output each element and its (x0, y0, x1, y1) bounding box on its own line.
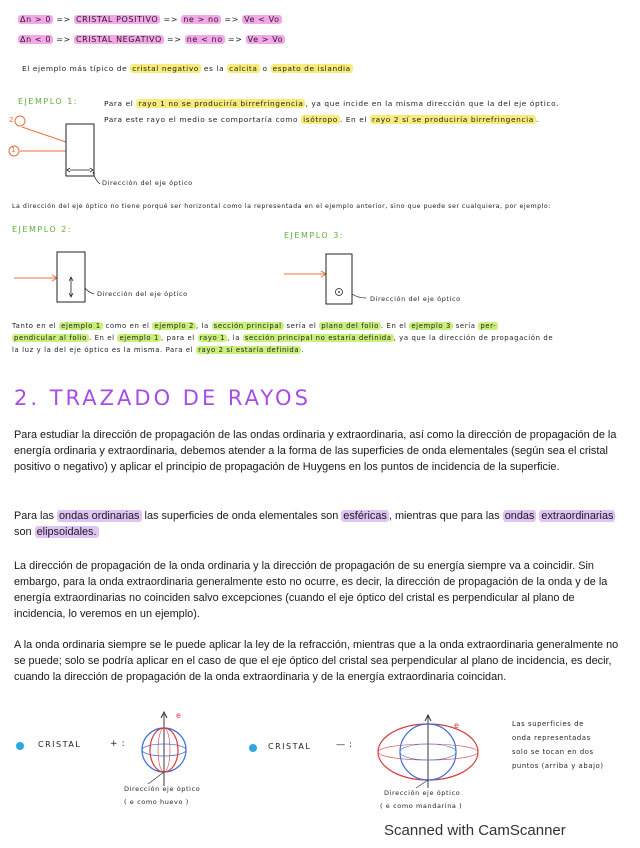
summary-segment: . (301, 346, 305, 354)
negative-crystal-diagram (370, 712, 490, 788)
ejemplo3-label: EJEMPLO 3: (284, 231, 344, 240)
side-note-1: Las superficies de (512, 720, 584, 728)
ray2-num: 2 (9, 116, 15, 124)
rule-neg-rel: ne < no (186, 35, 223, 44)
note-line: La dirección del eje óptico no tiene porqué ser horizontal como la representada en el ejemplo anterior, sino que puede ser cualquiera, por ejemplo: (12, 203, 551, 210)
rule-pos-type: CRISTAL POSITIVO (75, 15, 159, 24)
ej1-l2-pre: Para este rayo el medio se comportaría como (104, 115, 299, 124)
example-mid: es la (203, 64, 225, 73)
ej1-l1-pre: Para el (104, 99, 134, 108)
p2-ondas-ordinarias: ondas ordinarias (58, 510, 140, 522)
rule-negative (18, 35, 285, 44)
side-note-4: puntos (arriba y abajo) (512, 762, 604, 770)
side-note-3: solo se tocan en dos (512, 748, 594, 756)
ejemplo2-3-diagrams (0, 240, 640, 315)
rule-neg-arrow3: => (227, 35, 243, 44)
summary-l3 (12, 346, 304, 354)
pos-axis-label: Dirección eje óptico (124, 785, 201, 793)
ej1-l1-highlight: rayo 1 no se produciría birrefringencia (138, 99, 304, 108)
ej1-axis-label: Dirección del eje óptico (102, 179, 193, 187)
summary-segment: ejemplo 1 (61, 322, 101, 330)
paragraph-1: Para estudiar la dirección de propagación de las ondas ordinaria y extraordinaria, así como la dirección de propagación de la energía ordinaria y extraordinaria, debemos atender a la forma de las superficies de onda elementales (según sea el cristal positivo o negativo) y aplicar el principio de propagación de Huygens en los puntos de incidencia de la superficie. (14, 429, 617, 473)
p2-extraordinarias: extraordinarias (541, 510, 614, 522)
ej1-l2-post: . (535, 115, 539, 124)
cristal-neg-sign: — : (336, 740, 353, 750)
rule-neg-cond: Δn < 0 (20, 35, 52, 44)
summary-segment: como en el (102, 322, 153, 330)
positive-crystal-diagram (130, 708, 210, 790)
rule-pos-rel: ne > no (183, 15, 220, 24)
neg-note: ( e como mandarina ) (380, 802, 463, 810)
bullet-negative (249, 744, 257, 752)
rule-neg-vel: Ve > Vo (247, 35, 284, 44)
summary-l2 (12, 334, 553, 342)
summary-segment: sección principal no estaría definida (244, 334, 392, 342)
p2-a: Para las (14, 510, 57, 522)
rule-neg-arrow1: => (56, 35, 71, 44)
rule-positive (18, 15, 282, 24)
p2-esfericas: esféricas (343, 510, 387, 522)
example-calcita: calcita (229, 64, 258, 73)
paragraph-4: A la onda ordinaria siempre se le puede aplicar la ley de la refracción, mientras que a la onda extraordinaria generalmente no se puede; solo se podría aplicar en el caso de que el eje óptico del cristal sea perpendicular al plano de incidencia, es decir, cuando la dirección de propagación de la onda extraordinaria y de la energía extraordinaria coincidan. (14, 639, 619, 683)
summary-segment: ejemplo 3 (411, 322, 451, 330)
cristal-pos-label: CRISTAL (38, 740, 82, 749)
cristal-neg-label: CRISTAL (268, 742, 312, 751)
pos-e-label: e (176, 711, 182, 720)
p2-c: las superficies de onda elementales son (141, 510, 342, 522)
summary-segment: , para el (161, 334, 198, 342)
example-line (22, 64, 353, 73)
rule-pos-cond: Δn > 0 (20, 15, 52, 24)
crystal-box (66, 124, 94, 176)
ej3-crystal (326, 254, 352, 304)
ej3-axis-label: Dirección del eje óptico (370, 295, 461, 303)
ejemplo2-label: EJEMPLO 2: (12, 225, 72, 234)
summary-segment: sección principal (213, 322, 282, 330)
summary-segment: la luz y la del eje óptico es la misma. Para el (12, 346, 197, 354)
camscanner-watermark: Scanned with CamScanner (384, 822, 566, 839)
p2-ondas: ondas (504, 510, 535, 522)
summary-segment: rayo 2 sí estaría definida (198, 346, 300, 354)
neg-axis-label: Dirección eje óptico (384, 789, 461, 797)
paragraph-2 (14, 508, 628, 540)
summary-segment: , ya que la dirección de propagación de (393, 334, 554, 342)
summary-segment: pendicular al folio (14, 334, 87, 342)
ej1-l2-rayo2: rayo 2 sí se produciría birrefringencia (372, 115, 534, 124)
ej1-l2-isotropo: isótropo (303, 115, 338, 124)
p2-e: , mientras que para las (388, 510, 503, 522)
p2-h: son (14, 526, 35, 538)
cristal-pos-sign: + : (110, 739, 126, 749)
example-o: o (262, 64, 268, 73)
ray2-circle (15, 116, 25, 126)
summary-segment: per- (480, 322, 497, 330)
summary-segment: , la (227, 334, 243, 342)
ray2-line (22, 127, 66, 142)
p2-elipsoidales: elipsoidales. (36, 526, 97, 538)
rule-pos-arrow1: => (56, 15, 71, 24)
ejemplo1-label: EJEMPLO 1: (18, 97, 78, 106)
summary-segment: sería (452, 322, 479, 330)
paragraph-3: La dirección de propagación de la onda ordinaria y la dirección de propagación de su energía siempre va a coincidir. Sin embargo, para la onda extraordinaria generalmente esto no ocurre, es decir, la dirección de propagación de la onda y de la energía extraordinarias no coinciden salvo excepciones (cuando el eje óptico del cristal es perpendicular al plano de incidencia, lo veremos en un ejemplo). (14, 560, 608, 620)
side-note-2: onda representadas (512, 734, 591, 742)
ray1-num: 1 (11, 146, 17, 154)
pos-note: ( e como huevo ) (124, 798, 189, 806)
ej1-l2-mid: . En el (339, 115, 368, 124)
summary-segment: rayo 1 (199, 334, 226, 342)
rule-pos-arrow3: => (224, 15, 239, 24)
example-espato: espato de islandia (272, 64, 351, 73)
summary-segment: . En el (380, 322, 410, 330)
rule-neg-type: CRISTAL NEGATIVO (75, 35, 162, 44)
summary-segment: . En el (89, 334, 118, 342)
example-negative: cristal negativo (132, 64, 199, 73)
summary-segment: sería el (283, 322, 320, 330)
summary-l1 (12, 322, 498, 330)
rule-pos-arrow2: => (163, 15, 179, 24)
ej2-axis-label: Dirección del eje óptico (97, 290, 188, 298)
rule-pos-vel: Ve < Vo (244, 15, 280, 24)
summary-segment: plano del folio (321, 322, 379, 330)
summary-segment: , la (195, 322, 212, 330)
bullet-positive (16, 742, 24, 750)
summary-segment: ejemplo 2 (154, 322, 194, 330)
ej1-l1-post: , ya que incide en la misma dirección que la del eje óptico. (305, 99, 560, 108)
summary-segment: ejemplo 1 (119, 334, 160, 342)
section-title: 2. TRAZADO DE RAYOS (14, 386, 311, 410)
example-pre: El ejemplo más típico de (22, 64, 128, 73)
summary-segment: Tanto en el (12, 322, 60, 330)
neg-e-label: e (454, 721, 460, 730)
rule-neg-arrow2: => (167, 35, 182, 44)
